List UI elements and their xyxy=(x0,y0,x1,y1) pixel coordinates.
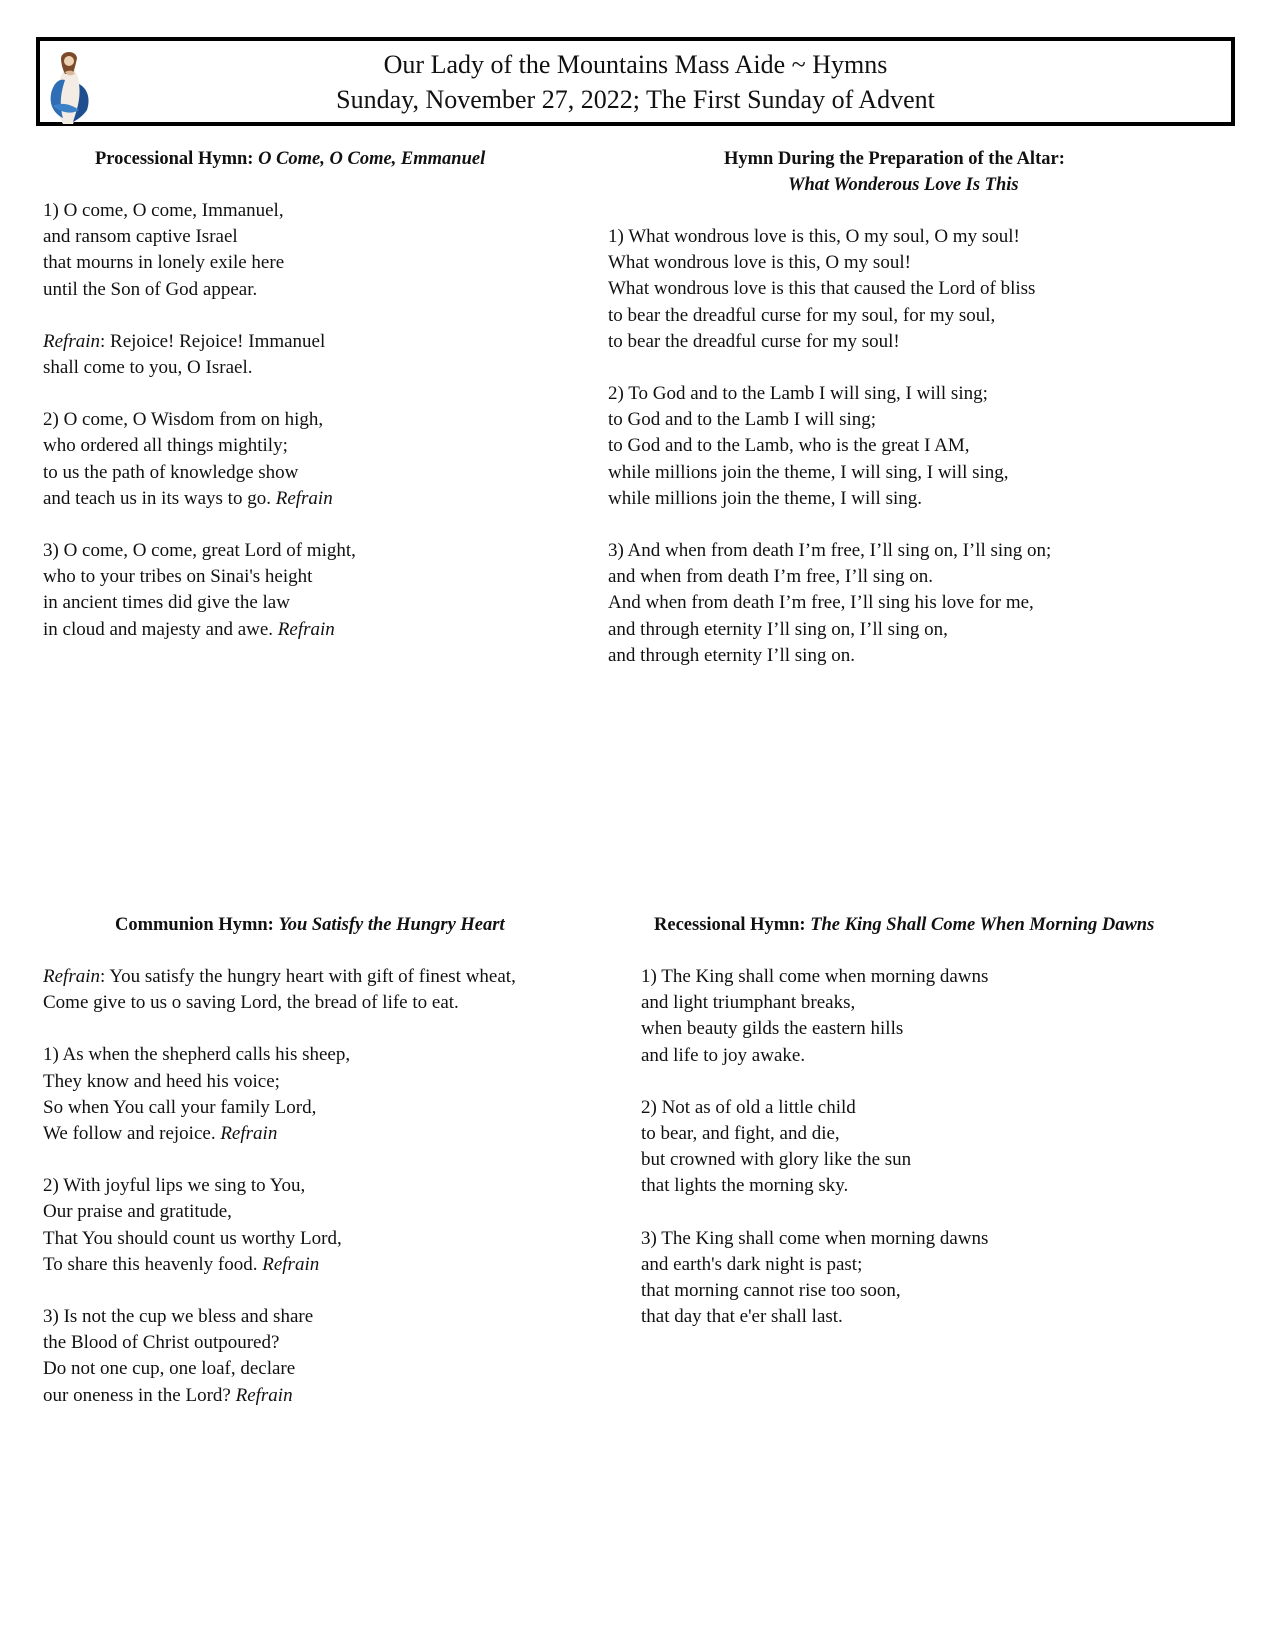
recessional-hymn xyxy=(641,912,1154,1330)
communion-verse-2: 2) With joyful lips we sing to You, Our praise and gratitude, That You should count us worthy Lord, To share this heavenly food. Refrain xyxy=(43,1175,342,1275)
processional-verse-1: 1) O come, O come, Immanuel, and ransom captive Israel that mourns in lonely exile here until the Son of God appear. xyxy=(43,200,285,300)
preparation-verse-1: 1) What wondrous love is this, O my soul, O my soul! What wondrous love is this, O my soul! What wondrous love is this that caused the Lord of bliss to bear the dreadful curse for my soul, for my soul, to bear the dreadful curse for my soul! xyxy=(608,226,1036,352)
processional-verse-3: 3) O come, O come, great Lord of might, who to your tribes on Sinai's height in ancient times did give the law in cloud and majesty and awe. Refrain xyxy=(43,540,356,640)
preparation-verse-2: 2) To God and to the Lamb I will sing, I will sing; to God and to the Lamb I will sing; to God and to the Lamb, who is the great I AM, while millions join the theme, I will sing, I will sing, while millions join the theme, I will sing. xyxy=(608,383,1009,509)
recessional-verse-2: 2) Not as of old a little child to bear, and fight, and die, but crowned with glory like the sun that lights the morning sky. xyxy=(641,1096,912,1197)
communion-heading: Communion Hymn: You Satisfy the Hungry Heart xyxy=(115,915,505,935)
recessional-verse-3: 3) The King shall come when morning dawns and earth's dark night is past; that morning cannot rise too soon, that day that e'er shall last. xyxy=(641,1227,989,1328)
recessional-heading: Recessional Hymn: The King Shall Come When Morning Dawns xyxy=(654,915,1155,935)
preparation-heading: Hymn During the Preparation of the Altar: xyxy=(724,149,1065,169)
processional-verse-2: 2) O come, O Wisdom from on high, who ordered all things mightily; to us the path of knowledge show and teach us in its ways to go. Refrain xyxy=(43,409,333,509)
preparation-title: What Wonderous Love Is This xyxy=(788,175,1019,195)
processional-refrain: Refrain: Rejoice! Rejoice! Immanuel shall come to you, O Israel. xyxy=(43,330,326,379)
processional-hymn xyxy=(43,146,485,643)
communion-verse-1: 1) As when the shepherd calls his sheep, They know and heed his voice; So when You call your family Lord, We follow and rejoice. Refrain xyxy=(43,1044,351,1145)
communion-title: You Satisfy the Hungry Heart xyxy=(278,915,505,935)
recessional-title: The King Shall Come When Morning Dawns xyxy=(810,915,1155,935)
communion-refrain: Refrain: You satisfy the hungry heart with gift of finest wheat, Come give to us o saving Lord, the bread of life to eat. xyxy=(43,966,516,1014)
communion-hymn xyxy=(43,912,516,1409)
header-title: Our Lady of the Mountains Mass Aide ~ Hymns xyxy=(383,50,888,79)
communion-verse-3: 3) Is not the cup we bless and share the Blood of Christ outpoured? Do not one cup, one loaf, declare our oneness in the Lord? Refrain xyxy=(43,1306,314,1406)
processional-heading: Processional Hymn: O Come, O Come, Emmanuel xyxy=(95,149,486,169)
header-date: Sunday, November 27, 2022; The First Sunday of Advent xyxy=(336,85,935,114)
header-box xyxy=(36,37,1235,126)
preparation-hymn xyxy=(608,146,1065,669)
recessional-verse-1: 1) The King shall come when morning dawns and light triumphant breaks, when beauty gilds the eastern hills and life to joy awake. xyxy=(641,966,989,1066)
processional-title: O Come, O Come, Emmanuel xyxy=(258,149,486,169)
preparation-verse-3: 3) And when from death I’m free, I’ll sing on, I’ll sing on; and when from death I’m free, I’ll sing on. And when from death I’m free, I’ll sing his love for me, and through eternity I’ll sing on, I’ll sing on, and through eternity I’ll sing on. xyxy=(608,540,1052,666)
